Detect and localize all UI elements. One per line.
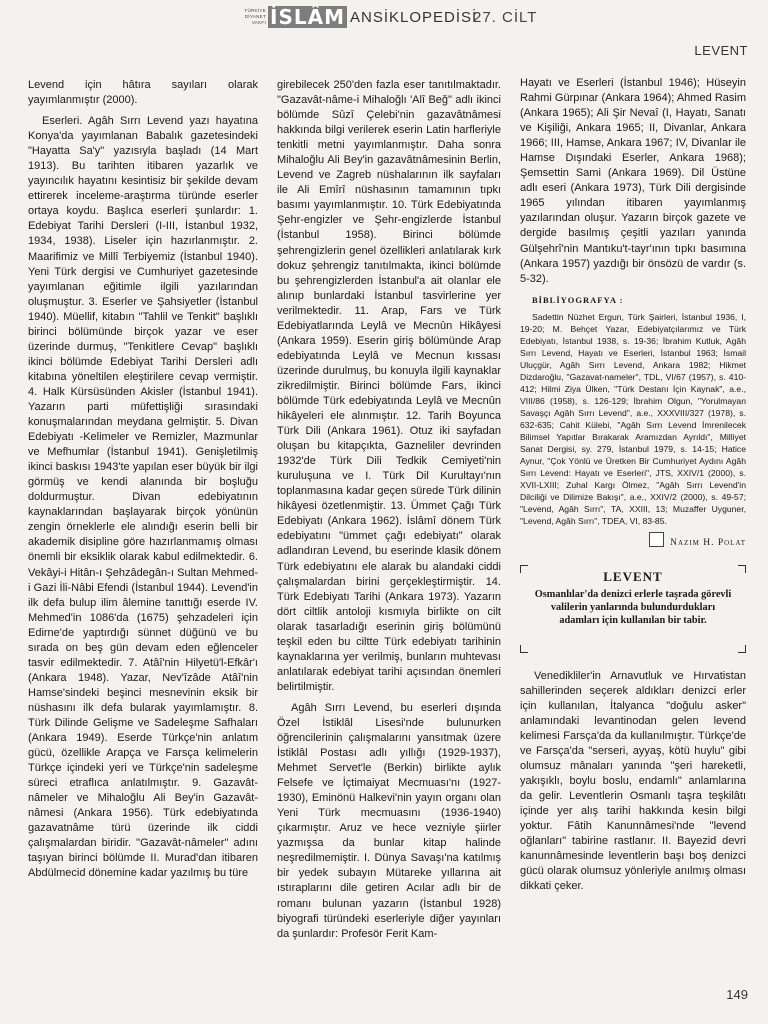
publisher-logo-text <box>230 8 266 26</box>
brand-line-3: VAKFI <box>251 20 266 25</box>
paragraph: Levend için hâtıra sayıları olarak yayımlanmıştır (2000). <box>28 79 258 107</box>
column-1 <box>28 78 258 881</box>
entry-body: Venedikliler'in Arnavutluk ve Hırvatistan sahillerinden seçerek aldıkları denizci erler için kullanılan, İtalyanca "doğulu asker" anlamındaki levantinodan gelen levend kelimesi Farsça'da da kullanılmıştır. Türkçe'de ve Farsça'da "serseri, ayyaş, kötü huylu" gibi olumsuz mânaları yanında "şeri hareketli, yakışıklı, boylu boslu, endamlı" anlamlarına da gelir. Leventlerin Osmanlı taşra teşkilâtı içinde yer alış tarihi hakkında kesin bilgi yoktur. Fâtih Kanunnâmesi'nde "levend oğlanları" tabirine rastlanır. II. Bayezid devri kanunnâmesinde leventlerin başı boş denizci gücü olarak olumsuz yönleriyle anılmış olması dikkati çeker. <box>520 669 746 893</box>
column-2 <box>277 78 501 942</box>
entry-header-box <box>520 565 746 653</box>
bibliography-title: BİBLİYOGRAFYA : <box>532 294 624 305</box>
paragraph: Agâh Sırrı Levend, bu eserleri dışında Özel İstiklâl Lisesi'nde bulunurken öğrencilerinin çalışmalarını yansıtmak üzere İstiklâl Postası adlı yıllığı (1929-1937), Mehmet Servet'le (Berkin) birlikte aylık Felsefe ve İçtimaiyat Mecmuası'nı (1927-1930), Eminönü Halkevi'nin yayın organı olan Yeni Türk mecmuasını (1936-1940) çıkarmıştır. Aruz ve hece vezniyle şiirler yazmışsa da bunlar kitap halinde neşredilmemiştir. I. Dünya Savaşı'na katılmış bir yedek subayın Mütareke yıllarına ait ıstıraplarını dile getiren Acılar adlı bir de romanı bulunan yazarın (İstanbul 1928) biyografi türündeki eserleriyle diğer yayınları da şunlardır: Profesör Ferit Kam- <box>277 701 501 940</box>
author-name: Nazım H. Polat <box>670 537 746 548</box>
author-signature <box>520 532 746 551</box>
entry-title: LEVENT <box>603 568 663 584</box>
paragraph: Hayatı ve Eserleri (İstanbul 1946); Hüseyin Rahmi Gürpınar (Ankara 1964); Ahmed Rasim (Ankara 1965); Ali Şir Nevaî (I, Hayatı, Sanatı ve Kişiliği, Ankara 1965; II, Divanlar, Ankara 1966; III, Hamse, Ankara 1967; IV, Divanlar ile Hamse Dışındaki Eserler, Ankara 1968); Şemsettin Sami (Ankara 1969). Dil Üstüne adlı eseri (Ankara 1973), Türk Dili dergisinde 1965 yılından itibaren yayımlanmış yazılarından oluşur. Yazarın birçok gazete ve dergide basılmış çeşitli yazıları yanında Gülşehrî'nin Mantıku't-tayr'ının tıpkı basımına (Ankara 1957) yazdığı bir önsözü de vardır (s. 5-32). <box>520 77 746 285</box>
brand-islam-logo: İSLÂM <box>270 5 345 29</box>
column-3 <box>520 76 746 894</box>
page-header <box>0 6 768 32</box>
entry-description: Osmanlılar'da denizci erlerle taşrada görevli valilerin yanlarında bulundurdukları adamları için kullanılan bir tabir. <box>534 588 732 626</box>
brand-line-1: TÜRKİYE <box>244 8 266 13</box>
paragraph: Eserleri. Agâh Sırrı Levend yazı hayatına Konya'da yayımlanan Babalık gazetesindeki "Hayatta Sa'y" yazısıyla başladı (14 Mart 1913). Bu tarihten itibaren yazarlık ve yayıncılık hayatını kesintisiz bir şekilde devam ettirerek inceleme-araştırma türünde eserler ortaya koydu. Başlıca eserleri şunlardır: 1. Edebiyat Tarihi Dersleri (I-III, İstanbul 1932, 1934, 1938). Liseler için hazırlanmıştır. 2. Maarifimiz ve Millî Terbiyemiz (İstanbul 1940). Yeni Türk dergisi ve Cumhuriyet gazetesinde yayımlanan eğitimle ilgili yazılarından oluşmuştur. 3. Eserler ve Şahsiyetler (İstanbul 1940). Müellif, kitabın "Tahlil ve Tenkit" başlıklı birinci bölümünde birçok yazar ve eser üzerinde durmuş, "Tenkitlere Cevap" başlıklı ikinci bölümde Edebiyat Tarihi Dersleri adlı kitabına yöneltilen eleştirilere cevap vermiştir. 4. Halk Kürsüsünden Akisler (İstanbul 1941). Yazarın parti müfettişliği sırasındaki konuşmalarından meydana gelmiştir. 5. Divan Edebiyatı -Kelimeler ve Remizler, Mazmunlar ve Mefhumlar (İstanbul 1941). Genişletilmiş ikinci baskısı 1943'te yapılan eser büyük bir ilgi görmüş ve kendi alanında bir boşluğu doldurmuştur. Divan edebiyatının kaynaklarından başlayarak birçok yönünün zengin örneklerle ele alındığı eserin belli bir akademik disipline göre hazırlanmamış olması önemli bir eksiklik olarak kabul edilmektedir. 6. Vekâyi-i Hitân-ı Şehzâdegân-ı Sultan Mehmed-i Gazi İli-Nâbi Efendi (İstanbul 1944). Levend'in ilk defa bulup ilim âlemine tanıttığı eserde IV. Mehmed'in 1086'da (1675) şehzadeleri için Edirne'de yaptırdığı sünnet düğünü ve bu sırada on beş gün devam eden eğlenceler tasvir edilmektedir. 7. Atâî'nin Hilyetü'l-Efkâr'ı (Ankara 1948). Yazar, Nev'îzâde Atâî'nin Hamse'sindeki beşinci mesnevinin eksik bir nüshasını ilk defa bularak yayımlamıştır. 8. Türk Dilinde Gelişme ve Sadeleşme Safhaları (Ankara 1949). Eserde Türkçe'nin anlatım gücü, özellikle Arapça ve Farsça kelimelerin Türkçe içindeki yeri ve Türkçe'nin sadeleşme süreci etraflıca anlatılmıştır. 9. Gazavât-nâmeler ve Mihaloğlu Ali Bey'in Gazavât-nâmesi (Ankara 1956). Türk edebiyatında gazavatnâme türü üzerinde ilk ciddi çalışmalardan biridir. "Gazavât-nâmeler" adını taşıyan birinci bölümde II. Murad'dan itibaren Abdülmecid dönemine kadar yazılmış bu türe <box>28 115 258 880</box>
volume-label: 27. CİLT <box>473 9 538 26</box>
page-number: 149 <box>726 987 748 1002</box>
paragraph: girebilecek 250'den fazla eser tanıtılmaktadır. "Gazavât-nâme-i Mihaloğlı 'Alî Beğ" adlı ikinci bölümde Sûzî Çelebi'nin gazavâtnâmesi hakkında bilgi verilerek eserin Latin harfleriyle tenkitli metni yayımlanmıştır. Daha sonra Mihaloğlu Ali Bey'in gazavâtnâmesinin Berlin, Levend ve Zagreb nüshalarının ilk sayfaları ile Ali Emîrî nüshasının tamamının tıpkı basımı yayımlanmıştır. 10. Türk Edebiyatında Şehr-engizler ve Şehr-engizlerde İstanbul (İstanbul 1958). Birinci bölümde şehrengizlerin genel özellikleri anlatılarak kırk dokuz şehrengiz tanıtılmakta, ikinci bölümde bu şehrengizlerden İstanbul'a ait olanlar ele alınıp bunlardaki İstanbul tasvirlerine yer verilmektedir. 11. Arap, Fars ve Türk Edebiyatlarında Leylâ ve Mecnûn Hikâyesi (Ankara 1959). Eserin giriş bölümünde Arap edebiyatında Leylâ ve Mecnun kıssası üzerinde durulmuş, bu konuyla ilgili kaynaklar zikredilmiştir. Birinci bölümde Fars, ikinci bölümde Türk edebiyatında Leylâ ve Mecnûn hikâyeleri ele alınmıştır. 12. Tarih Boyunca Türk Dili (Ankara 1961). Otuz iki sayfadan oluşan bu kitapçıkta, Gazneliler devrinden 1932'de Türk Dili Tedkik Cemiyeti'nin kuruluşuna ve I. Türk Dil Kurultayı'nın toplanmasına kadar geçen sürede Türk dilinin hikâyesi özetlenmiştir. 13. Ümmet Çağı Türk Edebiyatı (Ankara 1962). İslâmî dönem Türk edebiyatını "ümmet çağı edebiyatı" olarak adlandıran Levend, bu eserinde klasik dönem Türk edebiyatını ele alarak bu alandaki ciddi çalışmalardan birini gerçekleştirmiştir. 14. Türk Edebiyatı Tarihi (Ankara 1973). Yazarın dört ciltlik antoloji kısmıyla birlikte on cilt olarak tasarladığı eserinin giriş bölümünü teşkil eden bu ciltte Türk edebiyatı tarihinin kaynaklarına yer verilmiş, bunların muhtevası anlatılarak edebiyat tarihi açısından önemleri belirtilmiştir. <box>277 79 501 693</box>
bibliography-text: Sadettin Nüzhet Ergun, Türk Şairleri, İstanbul 1936, I, 19-20; M. Behçet Yazar, Edebiyatçılarımız ve Türk Edebiyatı, İstanbul 1938, s. 19-36; İbrahim Kutluk, Agâh Sırrı Levend, Hayatı ve Eserleri, İstanbul 1963; İsmail Uluçgür, Agâh Sırrı Levend, Ankara 1982; Hikmet Dizdaroğlu, "Gazavat-nameler", TDL, VI/67 (1957), s. 410-412; Hilmi Ziya Ülken, "Türk Destanı İçin Kaynak", a.e., VIII/86 (1958), s. 126-129; İbrahim Olgun, "Yorulmayan Savaşçı Agâh Sırrı Levend", a.e., XXXVIII/327 (1978), s. 632-635; Cahit Külebi, "Agâh Sırrı Levend İmrenilecek Bilimsel Yapıtlar Bırakarak Aramızdan Ayrıldı", Milliyet Sanat Dergisi, sy. 279, İstanbul 1979, s. 14-15; Hatice Aynur, "Çok Yönlü ve Üretken Bir Cumhuriyet Aydını Agâh Sırrı Levend: Hayatı ve Eserleri", JTS, XXIV/1 (2000), s. XVII-LXIII; Zuhal Kargı Ölmez, "Agâh Sırrı Levend'in Dilciliği ve Dilimize Bakışı", a.e., XXIV/2 (2000), s. 49-57; "Levend, Agâh Sırrı", TA, XXIII, 13; Muzaffer Uyguner, "Levend, Agâh Sırrı", TDEA, VI, 83-85. <box>520 311 746 526</box>
brand-ansiklopedisi: ANSİKLOPEDİSİ <box>350 9 478 26</box>
brand-line-2: DİYANET <box>244 14 266 19</box>
running-head: LEVENT <box>694 43 748 58</box>
author-mark-icon <box>649 532 664 547</box>
